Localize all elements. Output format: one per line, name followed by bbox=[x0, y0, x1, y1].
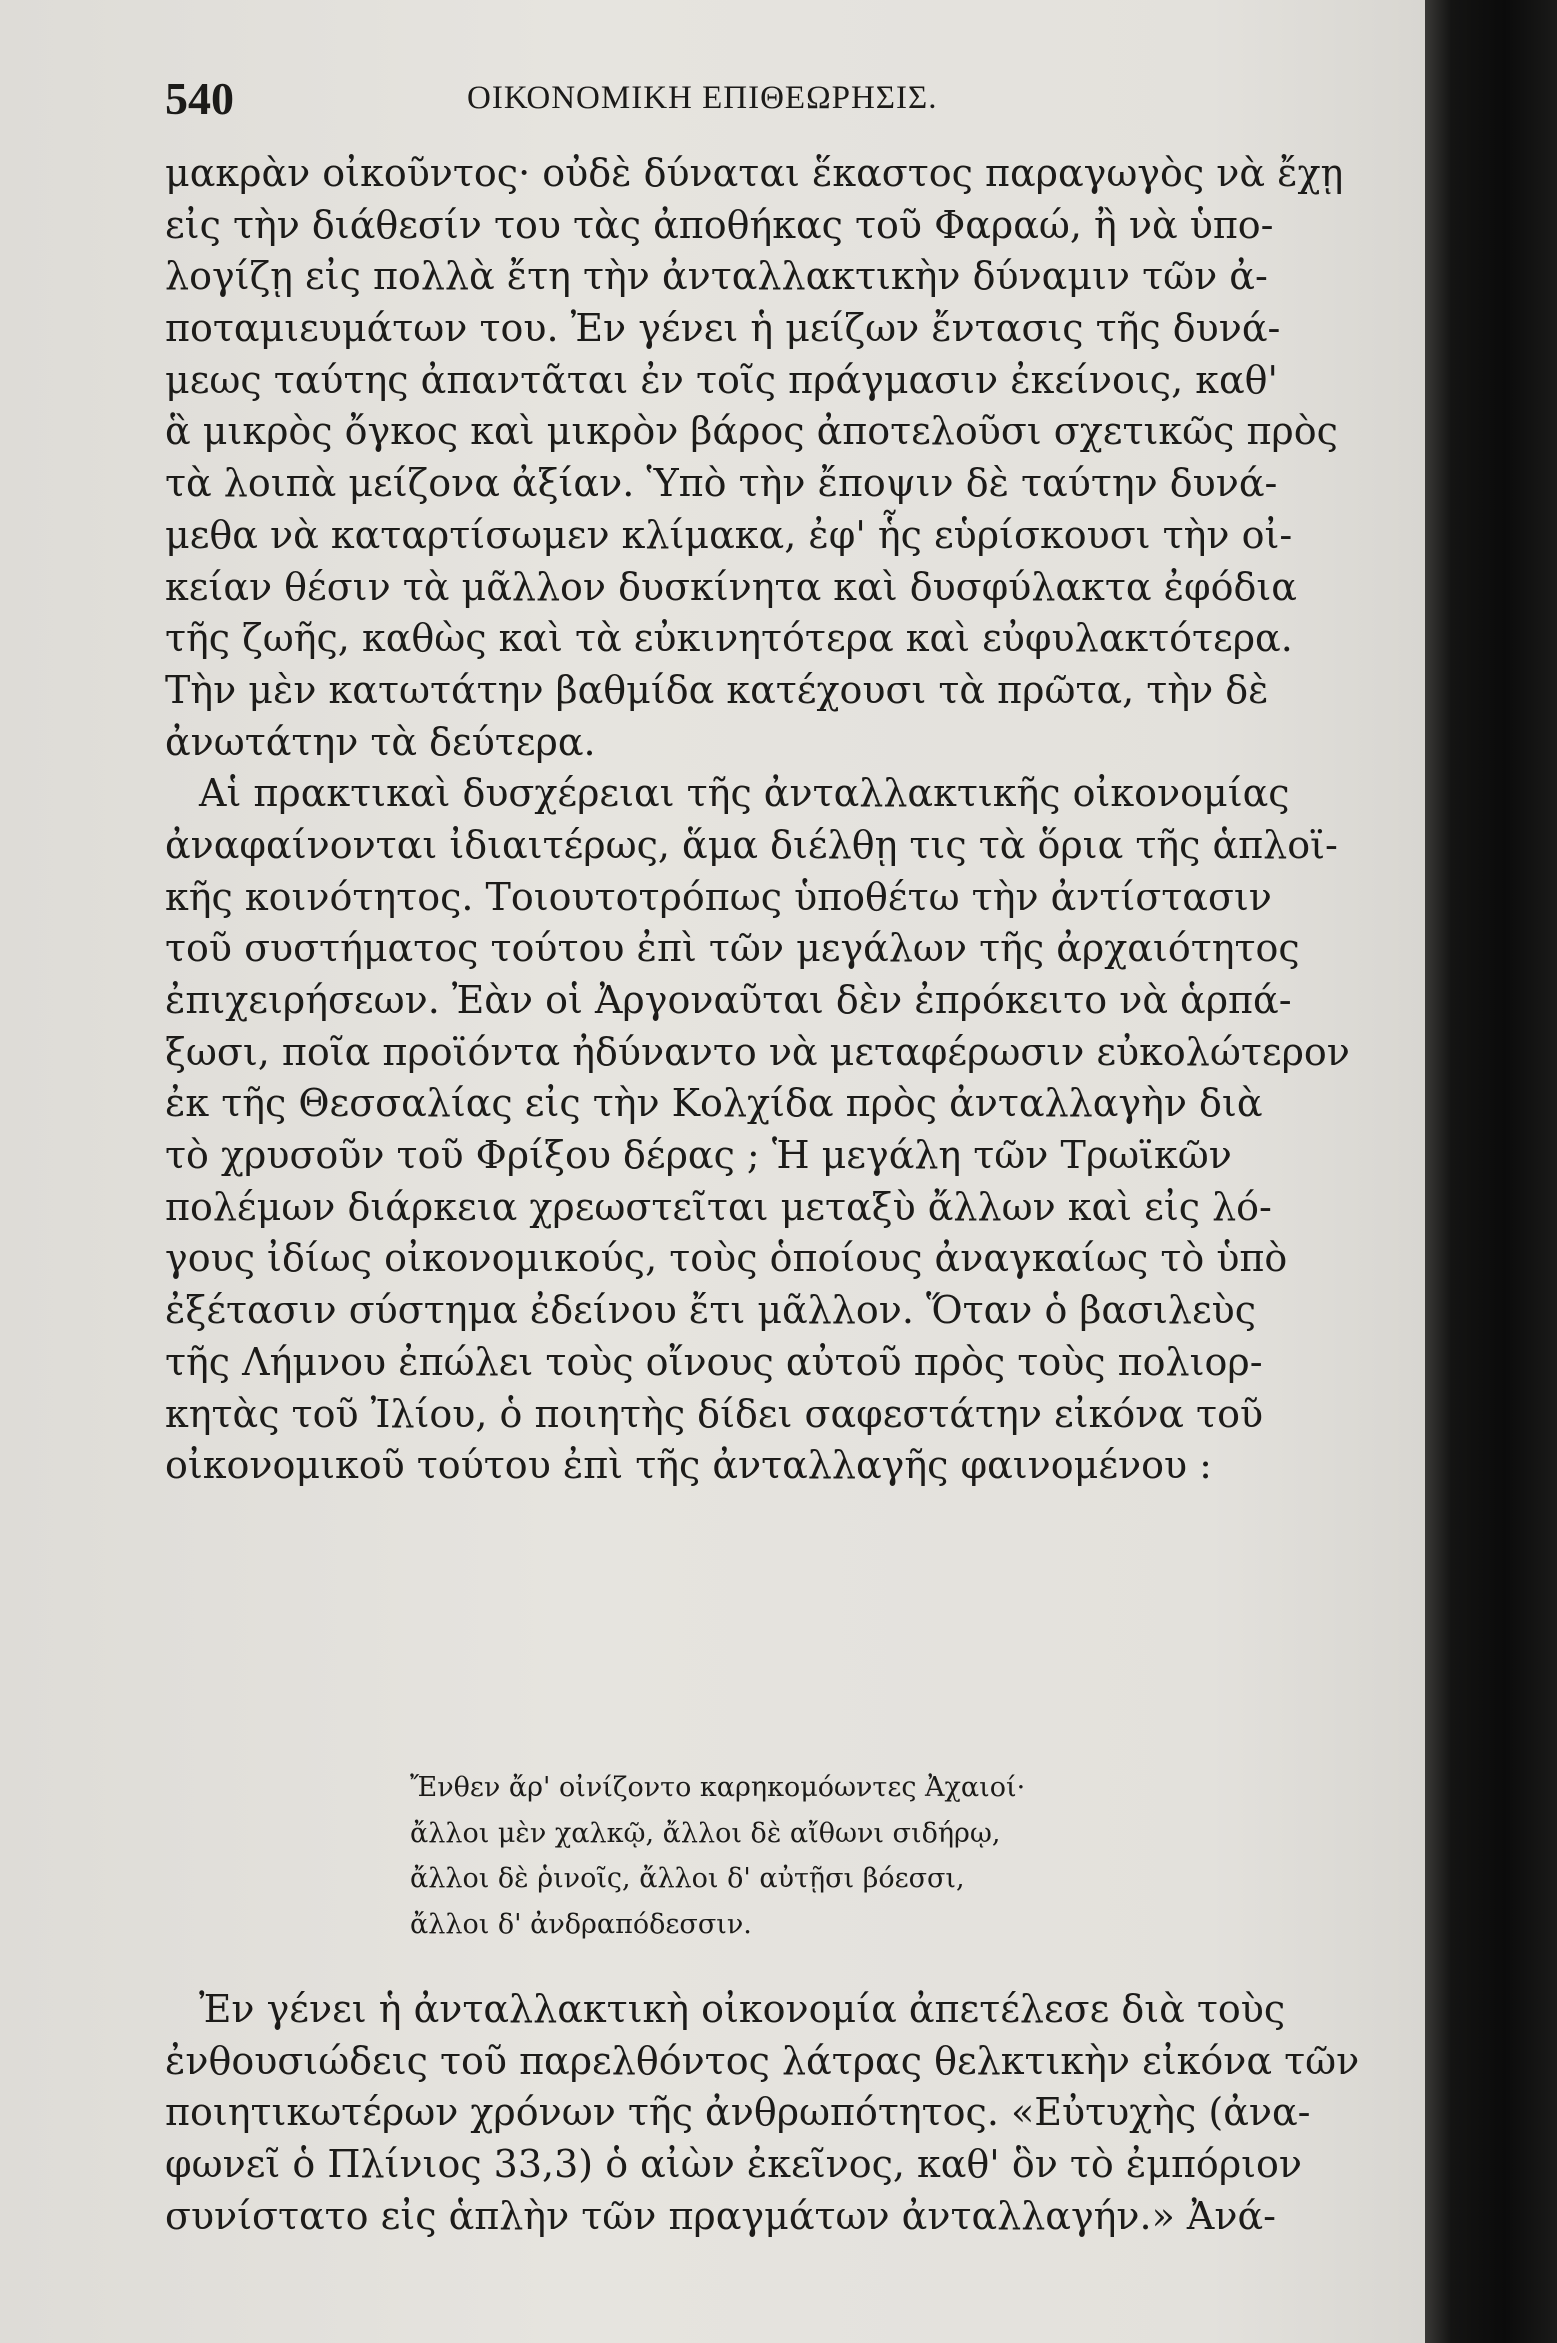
text-line: πολέμων διάρκεια χρεωστεῖται μεταξὺ ἄλλων καὶ εἰς λό- bbox=[165, 1184, 1272, 1229]
text-line: φωνεῖ ὁ Πλίνιος 33,3) ὁ αἰὼν ἐκεῖνος, καθ' ὃν τὸ ἐμπόριον bbox=[165, 2142, 1303, 2187]
text-line: Τὴν μὲν κατωτάτην βαθμίδα κατέχουσι τὰ πρῶτα, τὴν δὲ bbox=[165, 667, 1269, 712]
body-text-continued bbox=[165, 1984, 1360, 2242]
text-line: ἀνωτάτην τὰ δεύτερα. bbox=[165, 719, 596, 764]
text-line: ἐπιχειρήσεων. Ἐὰν οἱ Ἀργοναῦται δὲν ἐπρόκειτο νὰ ἁρπά- bbox=[165, 978, 1292, 1022]
text-line: ἐκ τῆς Θεσσαλίας εἰς τὴν Κολχίδα πρὸς ἀνταλλαγὴν διὰ bbox=[165, 1081, 1263, 1126]
page-number: 540 bbox=[165, 73, 234, 124]
verse-line: ἄλλοι δὲ ῥινοῖς, ἄλλοι δ' αὐτῇσι βόεσσι, bbox=[410, 1863, 965, 1894]
body-text bbox=[165, 148, 1350, 1492]
text-line: κείαν θέσιν τὰ μᾶλλον δυσκίνητα καὶ δυσφύλακτα ἐφόδια bbox=[165, 564, 1297, 609]
running-title: ΟΙΚΟΝΟΜΙΚΗ ΕΠΙΘΕΩΡΗΣΙΣ. bbox=[467, 80, 938, 116]
text-line: κῆς κοινότητος. Τοιουτοτρόπως ὑποθέτω τὴν ἀντίστασιν bbox=[165, 874, 1272, 919]
book-spine-shadow bbox=[1425, 0, 1557, 2343]
text-line: μεως ταύτης ἀπαντᾶται ἐν τοῖς πράγμασιν ἐκείνοις, καθ' bbox=[165, 357, 1278, 402]
text-line: οἰκονομικοῦ τούτου ἐπὶ τῆς ἀνταλλαγῆς φαινομένου : bbox=[165, 1443, 1212, 1488]
text-line: ποιητικωτέρων χρόνων τῆς ἀνθρωπότητος. «Εὐτυχὴς (ἀνα- bbox=[165, 2090, 1311, 2135]
text-line: τῆς Λήμνου ἐπώλει τοὺς οἴνους αὐτοῦ πρὸς τοὺς πολιορ- bbox=[165, 1339, 1263, 1384]
text-line: συνίστατο εἰς ἁπλὴν τῶν πραγμάτων ἀνταλλαγήν.» Ἀνά- bbox=[165, 2193, 1276, 2238]
text-line: ξωσι, ποῖα προϊόντα ἠδύναντο νὰ μεταφέρωσιν εὐκολώτερον bbox=[165, 1029, 1350, 1074]
text-line: λογίζῃ εἰς πολλὰ ἔτη τὴν ἀνταλλακτικὴν δύναμιν τῶν ἀ- bbox=[165, 254, 1268, 299]
text-line: τοῦ συστήματος τούτου ἐπὶ τῶν μεγάλων τῆς ἀρχαιότητος bbox=[165, 926, 1300, 971]
verse-line: ἄλλοι μὲν χαλκῷ, ἄλλοι δὲ αἴθωνι σιδήρῳ, bbox=[410, 1817, 1001, 1849]
text-line: ἃ μικρὸς ὄγκος καὶ μικρὸν βάρος ἀποτελοῦσι σχετικῶς πρὸς bbox=[165, 409, 1338, 454]
text-line: γους ἰδίως οἰκονομικούς, τοὺς ὁποίους ἀναγκαίως τὸ ὑπὸ bbox=[165, 1236, 1288, 1281]
text-line: ἀναφαίνονται ἰδιαιτέρως, ἅμα διέλθῃ τις τὰ ὅρια τῆς ἁπλοϊ- bbox=[165, 822, 1338, 867]
text-line: ἐνθουσιώδεις τοῦ παρελθόντος λάτρας θελκτικὴν εἰκόνα τῶν bbox=[165, 2038, 1360, 2083]
text-line: τῆς ζωῆς, καθὼς καὶ τὰ εὐκινητότερα καὶ εὐφυλακτότερα. bbox=[165, 616, 1293, 661]
text-line: τὸ χρυσοῦν τοῦ Φρίξου δέρας ; Ἡ μεγάλη τῶν Τρωϊκῶν bbox=[165, 1133, 1232, 1178]
text-line: μακρὰν οἰκοῦντος· οὐδὲ δύναται ἕκαστος παραγωγὸς νὰ ἔχῃ bbox=[165, 151, 1344, 195]
text-line: ἐξέτασιν σύστημα ἐδείνου ἔτι μᾶλλον. Ὅταν ὁ βασιλεὺς bbox=[165, 1288, 1257, 1333]
text-line: τὰ λοιπὰ μείζονα ἀξίαν. Ὑπὸ τὴν ἔποψιν δὲ ταύτην δυνά- bbox=[165, 461, 1278, 506]
text-line: μεθα νὰ καταρτίσωμεν κλίμακα, ἐφ' ἧς εὑρίσκουσι τὴν οἰ- bbox=[165, 512, 1293, 557]
verse-quotation bbox=[410, 1765, 1130, 1947]
text-line: κητὰς τοῦ Ἰλίου, ὁ ποιητὴς δίδει σαφεστάτην εἰκόνα τοῦ bbox=[165, 1391, 1264, 1436]
verse-line: Ἔνθεν ἄρ' οἰνίζοντο καρηκομόωντες Ἀχαιοί· bbox=[410, 1772, 1026, 1803]
page-header bbox=[165, 72, 1005, 122]
verse-line: ἄλλοι δ' ἀνδραπόδεσσιν. bbox=[410, 1908, 752, 1940]
text-line: ποταμιευμάτων του. Ἐν γένει ἡ μείζων ἔντασις τῆς δυνά- bbox=[165, 306, 1281, 351]
text-line: εἰς τὴν διάθεσίν του τὰς ἀποθήκας τοῦ Φαραώ, ἢ νὰ ὑπο- bbox=[165, 202, 1274, 247]
paragraph-start-line: Ἐν γένει ἡ ἀνταλλακτικὴ οἰκονομία ἀπετέλεσε διὰ τοὺς bbox=[199, 1987, 1286, 2031]
paragraph-start-line: Αἱ πρακτικαὶ δυσχέρειαι τῆς ἀνταλλακτικῆς οἰκονομίας bbox=[199, 771, 1290, 816]
